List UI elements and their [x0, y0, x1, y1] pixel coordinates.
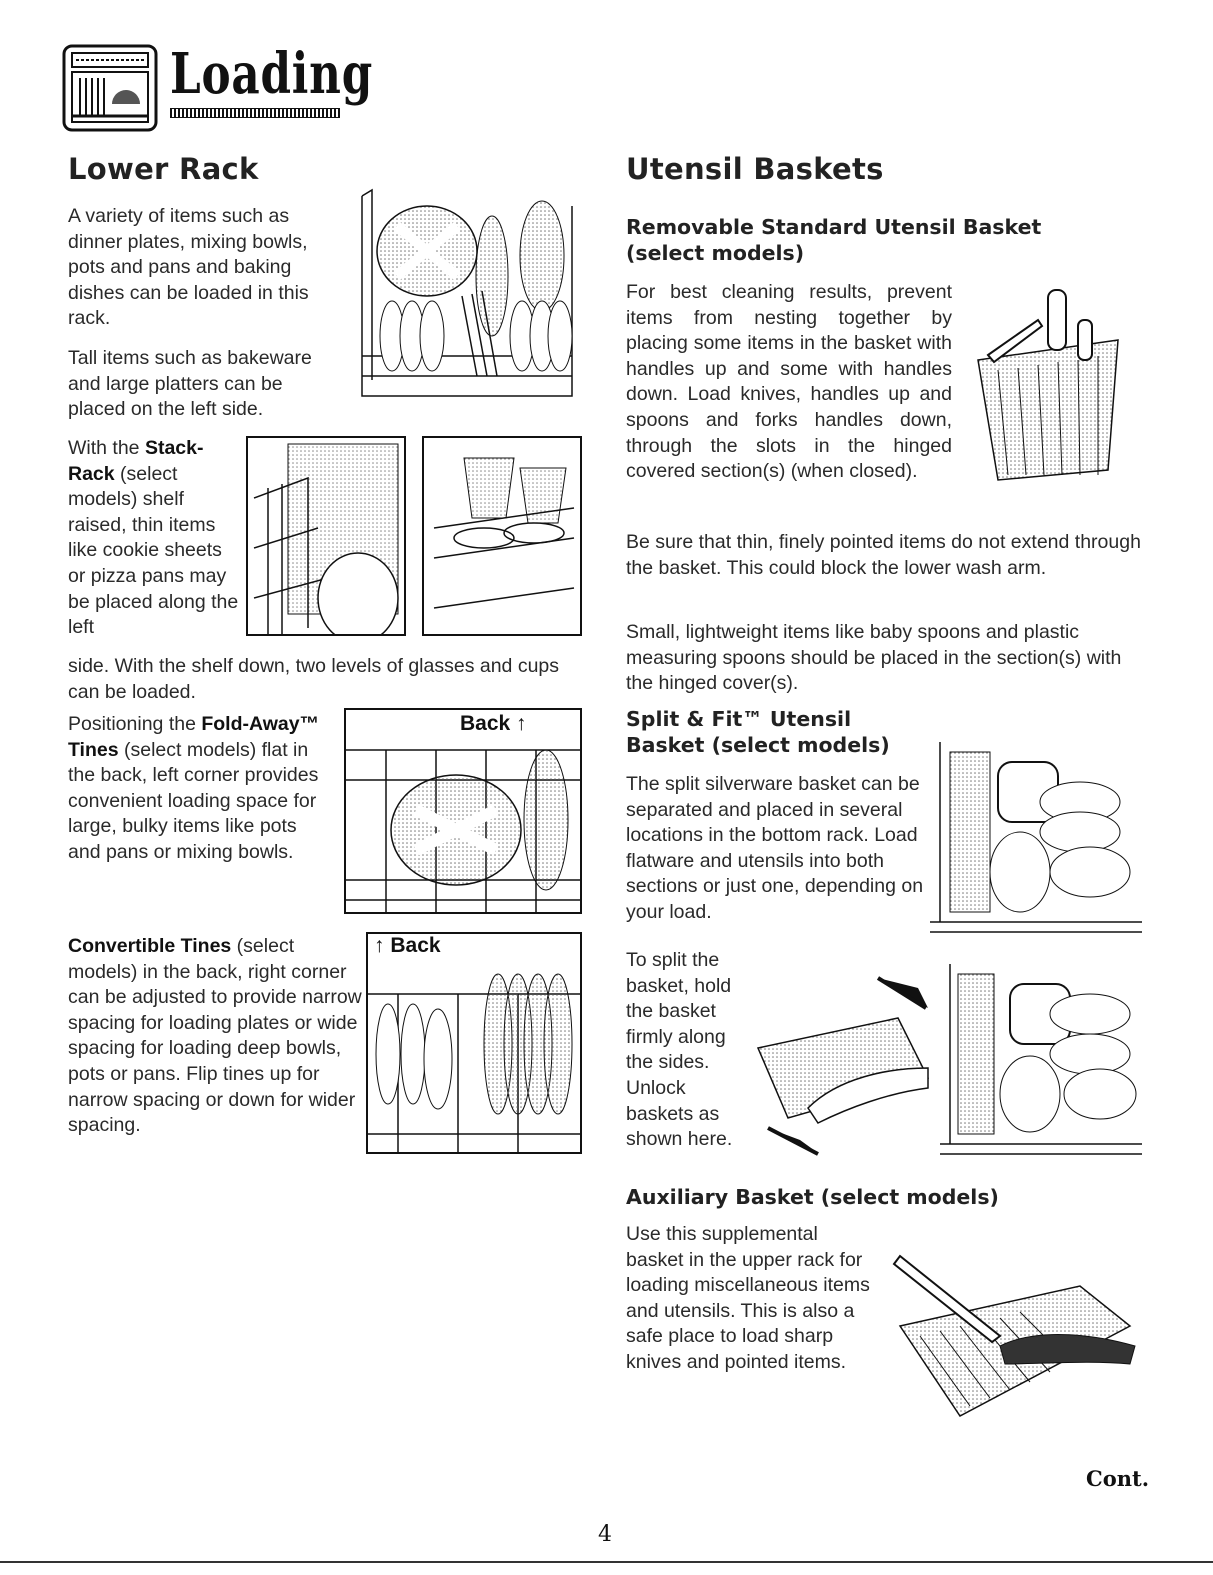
lower-rack-illustration [352, 186, 582, 414]
removable-basket-p3: Small, lightweight items like baby spoons and plastic measuring spoons should be placed in the section(s) with the hinged cover(s). [626, 621, 1122, 695]
page-number: 4 [598, 1522, 612, 1547]
stack-rack-term: Stack-Rack [68, 437, 204, 485]
fold-away-pre: Positioning the [68, 713, 202, 735]
utensil-baskets-heading: Utensil Baskets [626, 152, 884, 186]
stack-rack-pre: With the [68, 437, 145, 459]
convertible-tines-illustration [366, 932, 582, 1154]
back-label-fold-away [456, 712, 531, 736]
removable-basket-heading: Removable Standard Utensil Basket (select models) [626, 215, 1042, 265]
header-dishwasher-icon [62, 44, 158, 132]
fold-away-term: Fold-Away™ Tines [68, 713, 320, 761]
convertible-tines-term: Convertible Tines [68, 935, 232, 957]
unlock-basket-illustration [748, 968, 938, 1158]
auxiliary-basket-heading: Auxiliary Basket (select models) [626, 1185, 999, 1209]
fold-away-post: (select models) flat in the back, left corner provides convenient loading space for large, bulky items like pots and pans or mixing bowls. [68, 738, 319, 863]
stack-rack-down-illustration [422, 436, 582, 636]
stack-rack-paragraph-cont: side. With the shelf down, two levels of glasses and cups can be loaded. [68, 655, 560, 703]
back-arrow-up-icon: ↑ [374, 934, 385, 957]
convertible-tines-post: (select models) in the back, right corner can be adjusted to provide narrow spacing for loading plates or wide spacing for loading deep bowls, pots or pans. Flip tines up for narrow spacing or down for wider spacing. [68, 935, 362, 1137]
lower-rack-intro-2: Tall items such as bakeware and large platters can be placed on the left side. [68, 347, 312, 421]
lower-rack-heading: Lower Rack [68, 152, 259, 186]
continued-label: Cont. [1086, 1466, 1149, 1491]
split-fit-heading: Split & Fit™ Utensil Basket (select models) [626, 707, 890, 757]
standard-basket-illustration [958, 280, 1140, 485]
split-fit-p2: To split the basket, hold the basket firmly along the sides. Unlock baskets as shown here. [626, 949, 733, 1151]
auxiliary-basket-illustration [880, 1246, 1142, 1422]
split-basket-in-rack-illustration [930, 732, 1142, 942]
removable-basket-p2: Be sure that thin, finely pointed items do not extend through the basket. This could block the lower wash arm. [626, 531, 1141, 579]
back-label-text-2: Back [390, 934, 441, 957]
split-basket-separated-illustration [940, 954, 1142, 1160]
convertible-tines-paragraph [68, 934, 368, 1139]
stack-rack-paragraph [68, 436, 243, 641]
auxiliary-basket-p1: Use this supplemental basket in the upper rack for loading miscellaneous items and utensils. This is also a safe place to load sharp knives and pointed items. [626, 1223, 870, 1373]
stack-rack-up-illustration [246, 436, 406, 636]
back-label-text-1: Back [460, 712, 511, 735]
fold-away-paragraph [68, 712, 328, 866]
title-underline [170, 108, 340, 118]
fold-away-illustration [344, 708, 582, 914]
lower-rack-intro-1: A variety of items such as dinner plates, mixing bowls, pots and pans and baking dishes can be loaded in this rack. [68, 205, 309, 330]
split-fit-p1: The split silverware basket can be separated and placed in several locations in the bottom rack. Load flatware and utensils into both sections or just one, depending on your load. [626, 773, 924, 923]
footer-rule [0, 1561, 1213, 1563]
removable-basket-p1: For best cleaning results, prevent items from nesting together by placing some items in the basket with handles up and some with handles down. Load knives, handles up and spoons and forks handles down, through the slots in the hinged covered section(s) (when closed). [626, 281, 952, 483]
page-title: Loading [170, 41, 374, 107]
back-arrow-up-icon: ↑ [516, 712, 527, 735]
stack-rack-post-a: (select models) shelf raised, thin items like cookie sheets or pizza pans may be placed along the left [68, 462, 239, 639]
back-label-convertible [370, 934, 445, 958]
